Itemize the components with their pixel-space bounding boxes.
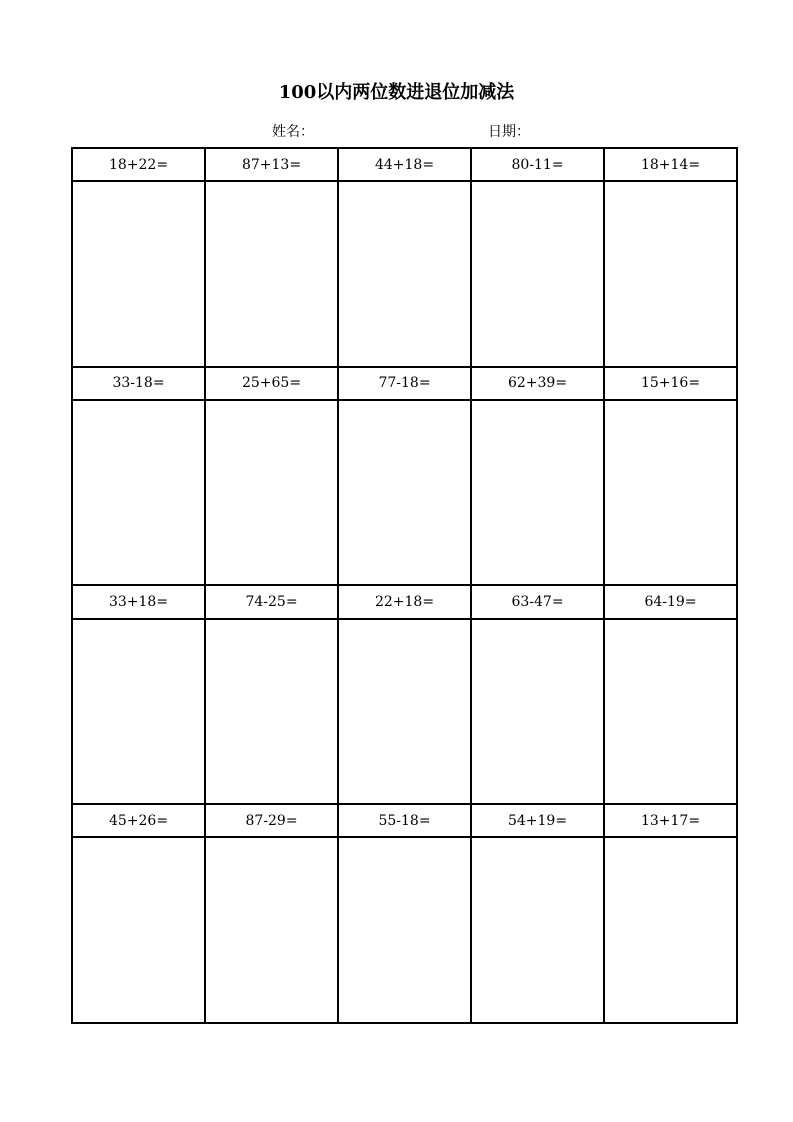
problem-grid bbox=[71, 147, 738, 1024]
problem-cell: 33+18= bbox=[72, 585, 205, 618]
problem-cell: 62+39= bbox=[471, 367, 604, 400]
date-label: 日期： bbox=[488, 124, 530, 140]
problem-cell: 18+22= bbox=[72, 148, 205, 181]
problem-cell: 87-29= bbox=[205, 804, 338, 837]
problem-cell: 87+13= bbox=[205, 148, 338, 181]
problem-cell: 13+17= bbox=[604, 804, 737, 837]
problem-row bbox=[72, 367, 737, 400]
answer-work-area[interactable] bbox=[72, 837, 205, 1023]
problem-cell: 44+18= bbox=[338, 148, 471, 181]
answer-work-area[interactable] bbox=[338, 619, 471, 804]
answer-work-area[interactable] bbox=[471, 181, 604, 366]
problem-cell: 64-19= bbox=[604, 585, 737, 618]
answer-work-area[interactable] bbox=[338, 837, 471, 1023]
problem-cell: 77-18= bbox=[338, 367, 471, 400]
answer-work-area[interactable] bbox=[72, 181, 205, 366]
answer-work-area[interactable] bbox=[205, 837, 338, 1023]
problem-cell: 25+65= bbox=[205, 367, 338, 400]
answer-work-area[interactable] bbox=[604, 619, 737, 804]
answer-work-area[interactable] bbox=[205, 181, 338, 366]
answer-work-area[interactable] bbox=[72, 619, 205, 804]
problem-cell: 18+14= bbox=[604, 148, 737, 181]
problem-cell: 63-47= bbox=[471, 585, 604, 618]
problem-cell: 15+16= bbox=[604, 367, 737, 400]
answer-work-area[interactable] bbox=[338, 181, 471, 366]
problem-row bbox=[72, 148, 737, 181]
problem-cell: 33-18= bbox=[72, 367, 205, 400]
problem-cell: 22+18= bbox=[338, 585, 471, 618]
problem-cell: 80-11= bbox=[471, 148, 604, 181]
answer-work-area[interactable] bbox=[471, 400, 604, 585]
work-row bbox=[72, 837, 737, 1023]
problem-row bbox=[72, 585, 737, 618]
answer-work-area[interactable] bbox=[471, 837, 604, 1023]
answer-work-area[interactable] bbox=[604, 400, 737, 585]
problem-cell: 74-25= bbox=[205, 585, 338, 618]
answer-work-area[interactable] bbox=[338, 400, 471, 585]
problem-row bbox=[72, 804, 737, 837]
problem-cell: 54+19= bbox=[471, 804, 604, 837]
answer-work-area[interactable] bbox=[604, 837, 737, 1023]
answer-work-area[interactable] bbox=[205, 400, 338, 585]
work-row bbox=[72, 181, 737, 366]
answer-work-area[interactable] bbox=[604, 181, 737, 366]
answer-work-area[interactable] bbox=[471, 619, 604, 804]
worksheet-title: 100以内两位数进退位加减法 bbox=[278, 82, 515, 103]
problem-cell: 55-18= bbox=[338, 804, 471, 837]
work-row bbox=[72, 400, 737, 585]
problem-cell: 45+26= bbox=[72, 804, 205, 837]
work-row bbox=[72, 619, 737, 804]
name-label: 姓名： bbox=[272, 124, 314, 140]
answer-work-area[interactable] bbox=[72, 400, 205, 585]
answer-work-area[interactable] bbox=[205, 619, 338, 804]
